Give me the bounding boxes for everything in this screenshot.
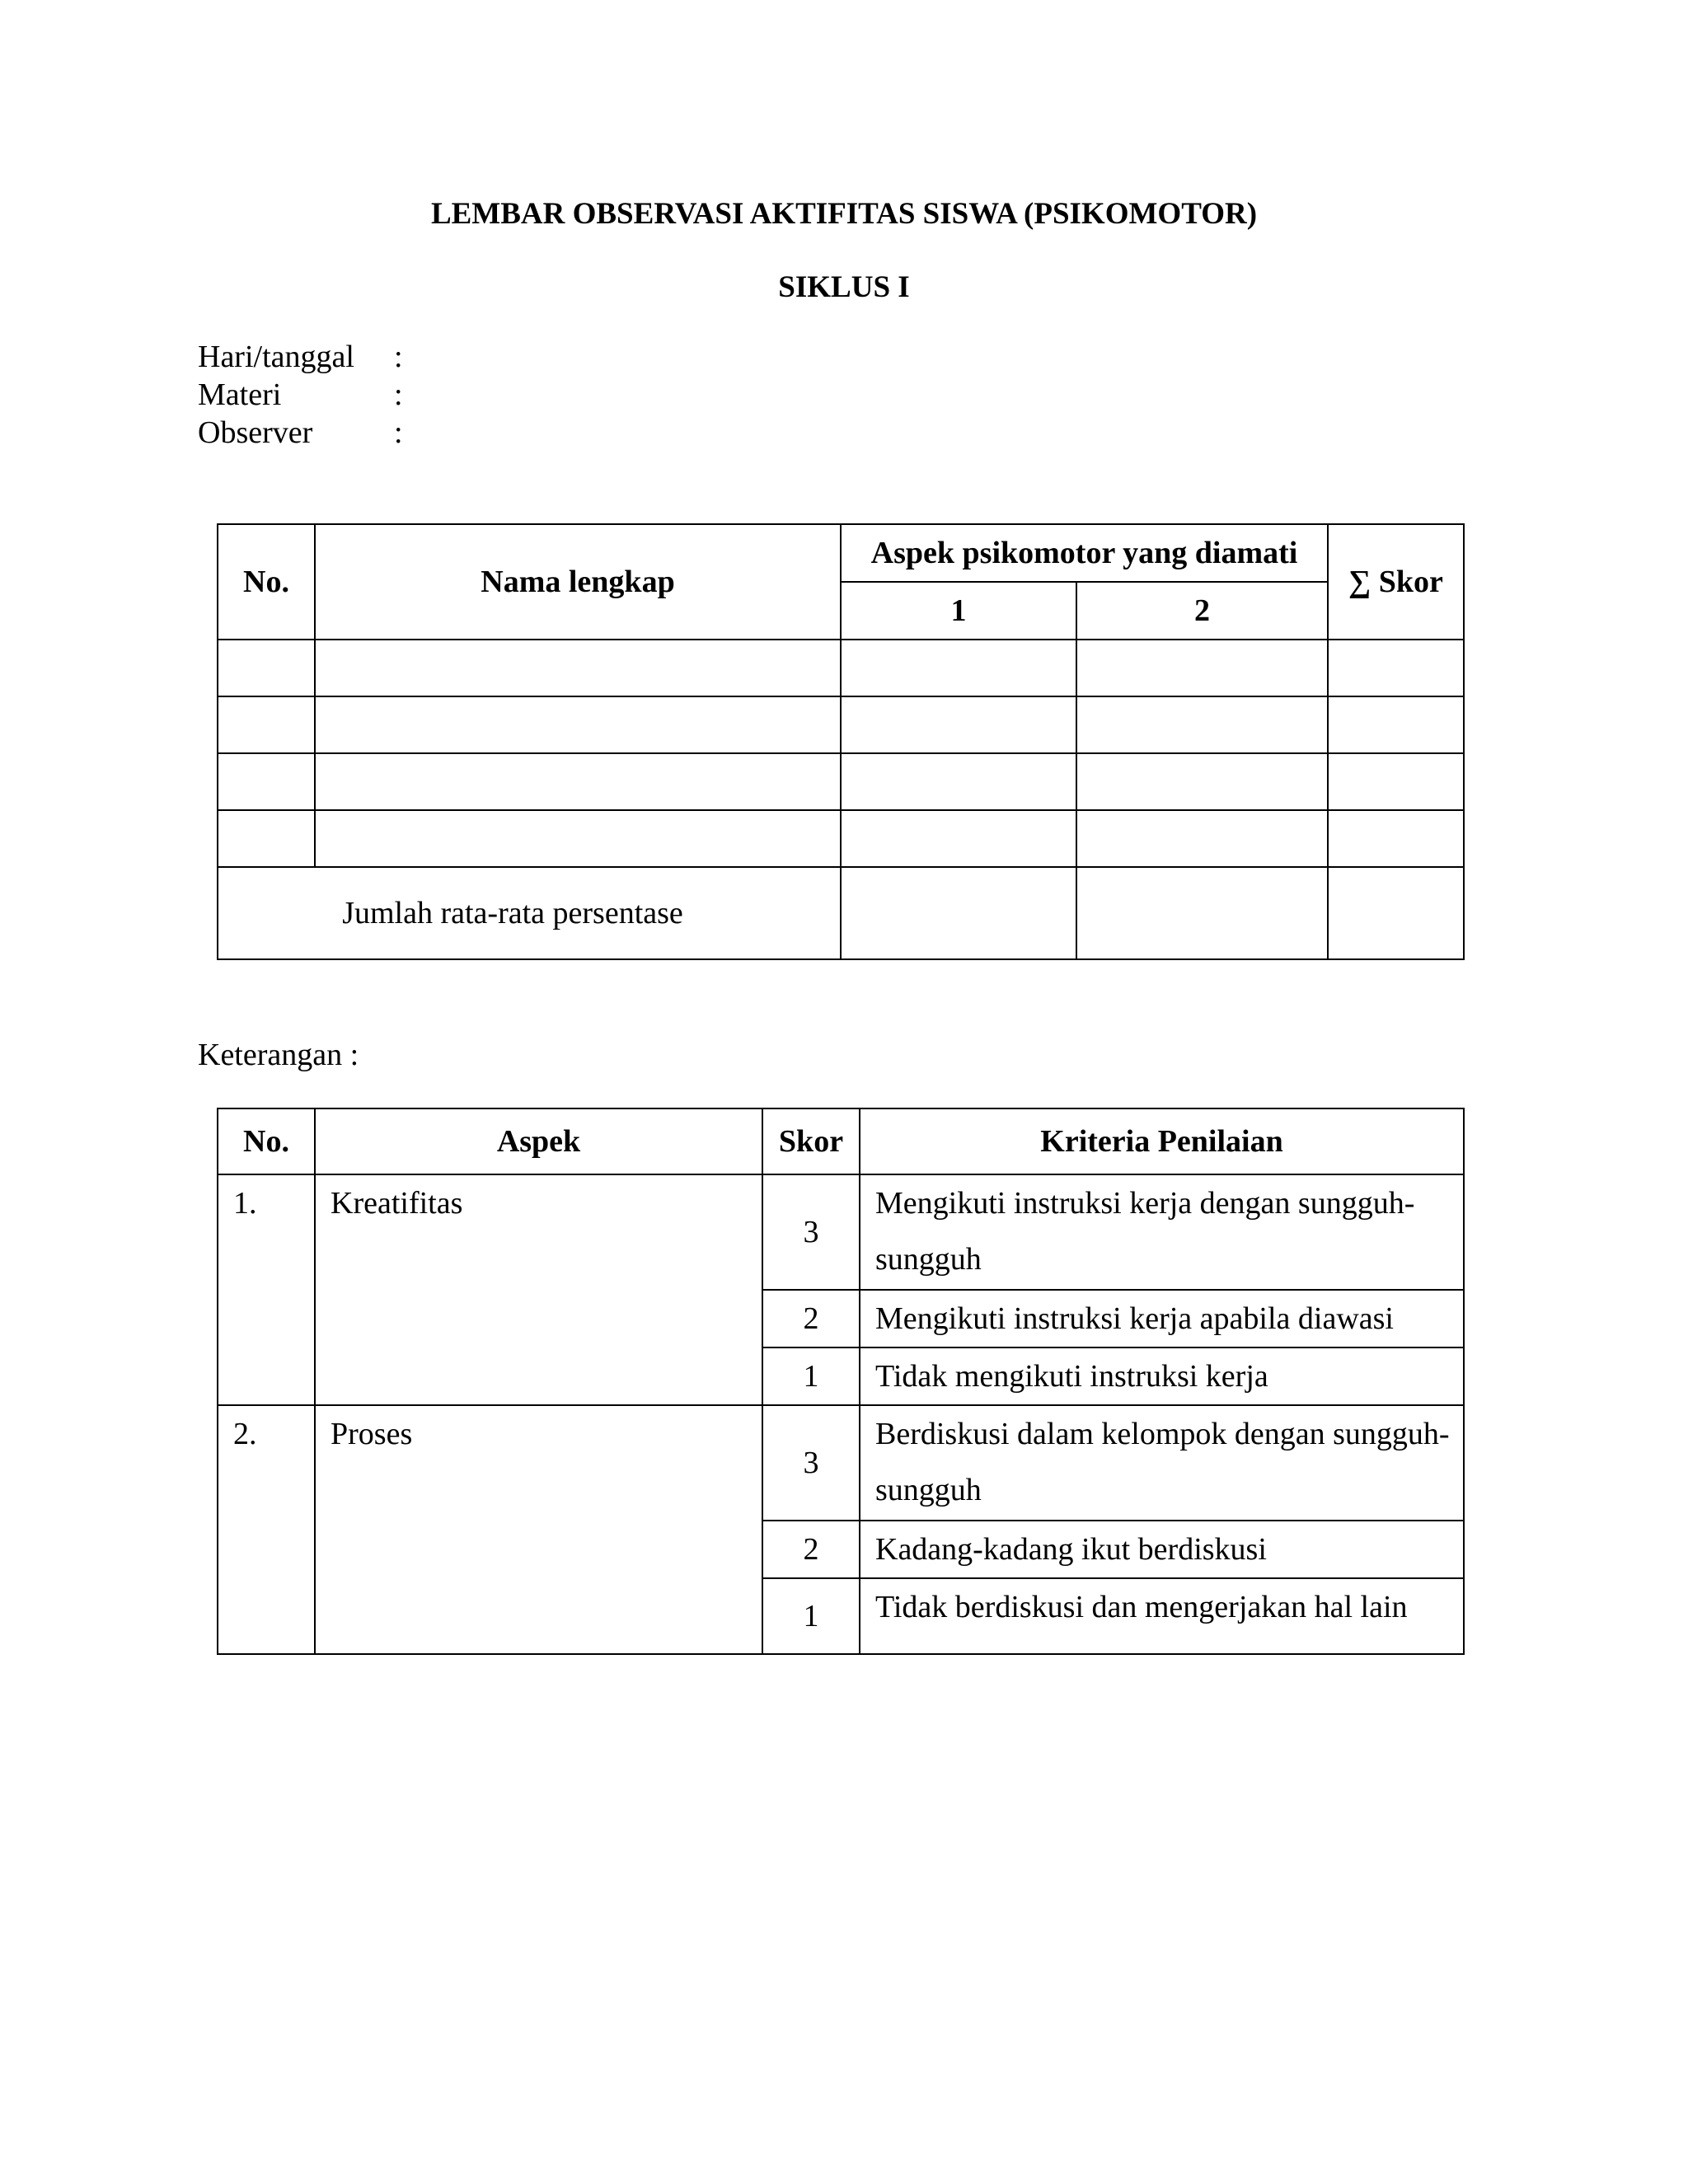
criteria-no: 1. — [218, 1174, 315, 1405]
summary-label: Jumlah rata-rata persentase — [218, 867, 841, 959]
criteria-description: Kadang-kadang ikut berdiskusi — [860, 1521, 1464, 1578]
summary-aspect-1[interactable] — [841, 867, 1076, 959]
cell-no[interactable] — [218, 640, 315, 696]
cell-score[interactable] — [1328, 753, 1464, 810]
meta-colon: : — [394, 377, 403, 412]
meta-row-observer — [198, 414, 410, 452]
criteria-table — [217, 1108, 1465, 1655]
cell-aspect-1[interactable] — [841, 696, 1076, 753]
cell-aspect-2[interactable] — [1076, 696, 1328, 753]
keterangan-label: Keterangan : — [198, 1038, 359, 1072]
cell-aspect-2[interactable] — [1076, 753, 1328, 810]
cell-aspect-1[interactable] — [841, 640, 1076, 696]
document-subtitle: SIKLUS I — [778, 270, 910, 304]
criteria-score: 1 — [762, 1578, 860, 1654]
criteria-description: Tidak mengikuti instruksi kerja — [860, 1347, 1464, 1405]
criteria-no: 2. — [218, 1405, 315, 1654]
criteria-header-no: No. — [218, 1108, 315, 1174]
header-aspect-1: 1 — [841, 582, 1076, 640]
table-row — [218, 696, 1464, 753]
document-title: LEMBAR OBSERVASI AKTIFITAS SISWA (PSIKOMOTOR) — [430, 197, 1258, 231]
criteria-row — [218, 1174, 1464, 1290]
cell-name[interactable] — [315, 696, 841, 753]
cell-aspect-1[interactable] — [841, 753, 1076, 810]
criteria-aspect: Proses — [315, 1405, 762, 1654]
summary-aspect-2[interactable] — [1076, 867, 1328, 959]
cell-name[interactable] — [315, 810, 841, 867]
cell-aspect-2[interactable] — [1076, 810, 1328, 867]
header-no: No. — [218, 524, 315, 640]
cell-score[interactable] — [1328, 640, 1464, 696]
observation-header-row — [218, 524, 1464, 582]
cell-score[interactable] — [1328, 696, 1464, 753]
meta-row-date — [198, 338, 410, 376]
meta-row-material — [198, 376, 410, 414]
criteria-score: 2 — [762, 1521, 860, 1578]
header-score-sum: ∑ Skor — [1328, 524, 1464, 640]
cell-aspect-2[interactable] — [1076, 640, 1328, 696]
table-row — [218, 810, 1464, 867]
meta-colon: : — [394, 340, 403, 374]
summary-row — [218, 867, 1464, 959]
cell-no[interactable] — [218, 696, 315, 753]
cell-aspect-1[interactable] — [841, 810, 1076, 867]
table-row — [218, 753, 1464, 810]
cell-name[interactable] — [315, 640, 841, 696]
header-name: Nama lengkap — [315, 524, 841, 640]
criteria-row — [218, 1405, 1464, 1521]
table-row — [218, 640, 1464, 696]
criteria-header-row — [218, 1108, 1464, 1174]
meta-label-date: Hari/tanggal — [198, 340, 354, 374]
criteria-header-criteria: Kriteria Penilaian — [860, 1108, 1464, 1174]
criteria-score: 2 — [762, 1290, 860, 1347]
meta-fields — [198, 338, 410, 452]
meta-label-material: Materi — [198, 377, 282, 412]
header-aspect-2: 2 — [1076, 582, 1328, 640]
observation-table — [217, 523, 1465, 960]
criteria-aspect: Kreatifitas — [315, 1174, 762, 1405]
header-aspect-group: Aspek psikomotor yang diamati — [841, 524, 1328, 582]
criteria-score: 3 — [762, 1174, 860, 1290]
meta-colon: : — [394, 415, 403, 450]
criteria-header-aspect: Aspek — [315, 1108, 762, 1174]
criteria-description: Tidak berdiskusi dan mengerjakan hal lain — [860, 1578, 1464, 1654]
criteria-header-score: Skor — [762, 1108, 860, 1174]
criteria-score: 3 — [762, 1405, 860, 1521]
cell-name[interactable] — [315, 753, 841, 810]
cell-score[interactable] — [1328, 810, 1464, 867]
criteria-description: Mengikuti instruksi kerja dengan sungguh-sungguh — [860, 1174, 1464, 1290]
summary-score[interactable] — [1328, 867, 1464, 959]
criteria-description: Berdiskusi dalam kelompok dengan sungguh-sungguh — [860, 1405, 1464, 1521]
cell-no[interactable] — [218, 810, 315, 867]
criteria-description: Mengikuti instruksi kerja apabila diawasi — [860, 1290, 1464, 1347]
criteria-score: 1 — [762, 1347, 860, 1405]
cell-no[interactable] — [218, 753, 315, 810]
meta-label-observer: Observer — [198, 415, 313, 450]
